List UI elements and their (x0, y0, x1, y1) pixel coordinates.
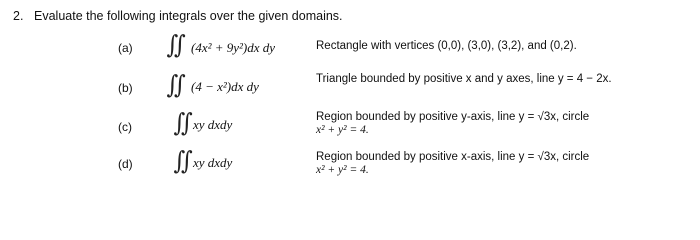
part-b-label: (b) (118, 81, 133, 95)
part-d-integrand: xy dxdy (193, 155, 233, 170)
part-c-label: (c) (118, 120, 132, 134)
part-c-integrand: xy dxdy (193, 117, 233, 132)
part-d-integral-sign: ∬ (173, 146, 185, 175)
part-d-domain-line1: Region bounded by positive x-axis, line y = √3x, circle (316, 151, 590, 163)
part-c-domain-line2: x² + y² = 4. (316, 124, 369, 136)
part-c-domain (316, 111, 589, 137)
problem-number: 2. (13, 9, 24, 23)
part-a-domain (316, 40, 577, 53)
part-c-integral-sign: ∬ (173, 108, 185, 137)
part-b-integral-sign: ∬ (166, 70, 178, 99)
part-d-domain (316, 151, 589, 177)
part-d-domain-line2: x² + y² = 4. (316, 164, 369, 176)
part-d-label: (d) (118, 157, 133, 171)
part-a-integrand: (4x² + 9y²)dx dy (191, 40, 276, 55)
part-a-integral-sign: ∬ (166, 30, 178, 59)
part-a-domain-line1: Rectangle with vertices (0,0), (3,0), (3,2), and (0,2). (316, 40, 577, 52)
part-c-domain-line1: Region bounded by positive y-axis, line y = √3x, circle (316, 111, 590, 123)
part-a-label: (a) (118, 41, 133, 55)
part-b-domain (316, 73, 612, 86)
part-b-integrand: (4 − x²)dx dy (191, 79, 259, 94)
part-b-domain-line1: Triangle bounded by positive x and y axes, line y = 4 − 2x. (316, 73, 612, 85)
problem-instruction: Evaluate the following integrals over the given domains. (34, 9, 343, 23)
